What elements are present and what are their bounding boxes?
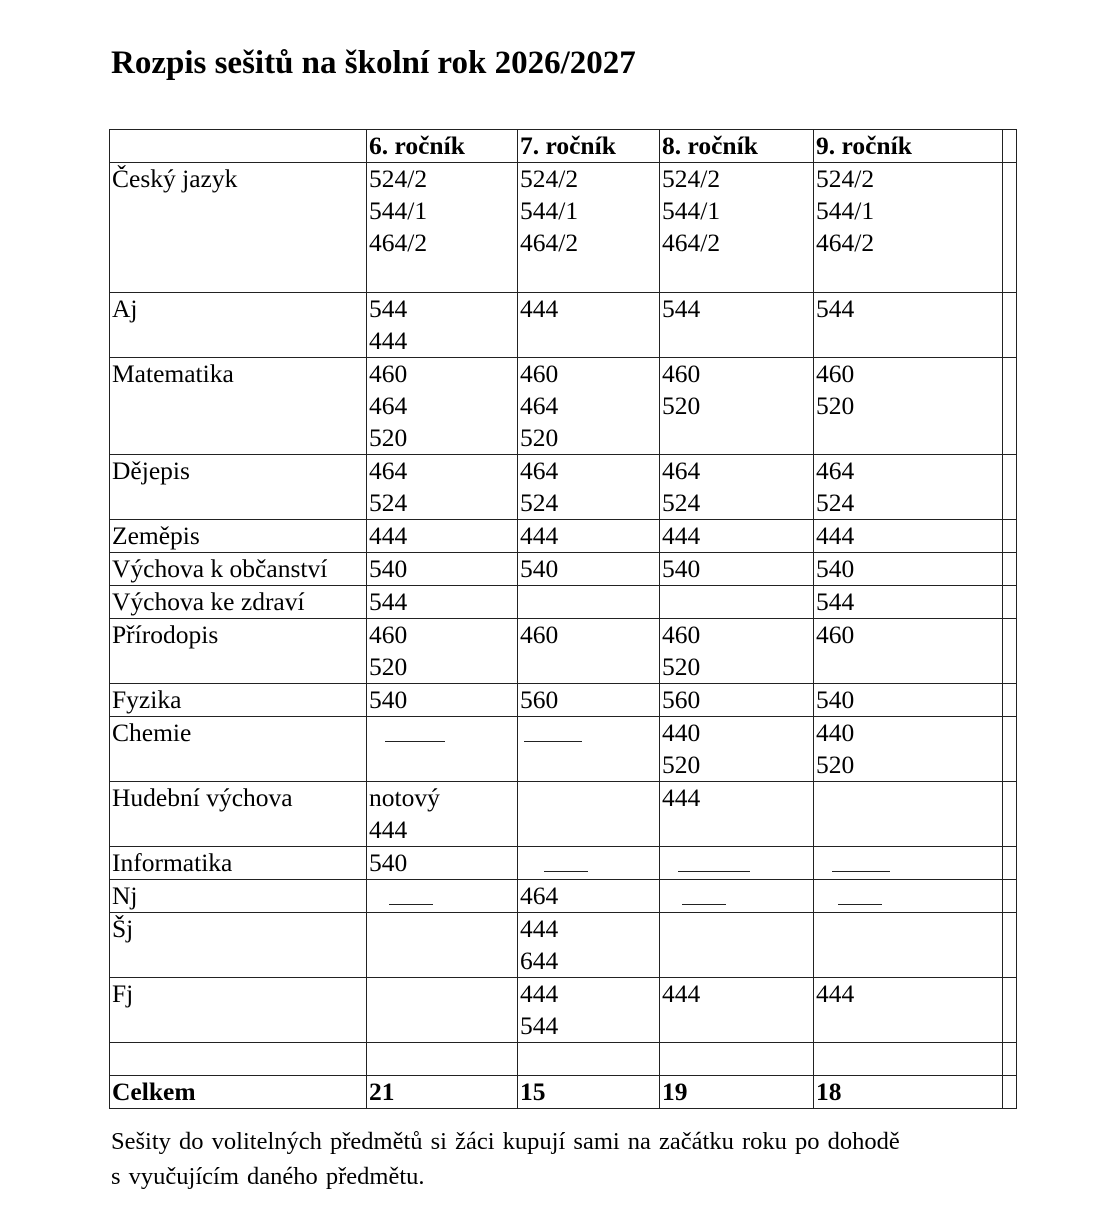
notebook-table — [109, 129, 1017, 1109]
table-row — [110, 586, 1017, 619]
subject-cell: Informatika — [110, 847, 367, 880]
notebook-cell — [367, 978, 518, 1043]
notebook-code: 440 — [816, 718, 855, 747]
notebook-cell — [814, 913, 1003, 978]
notebook-code: 460 — [369, 620, 408, 649]
notebook-cell — [518, 586, 660, 619]
notebook-code: 464 — [520, 391, 559, 420]
notebook-cell — [660, 520, 814, 553]
notebook-code: 520 — [662, 750, 701, 779]
spare-column-cell — [1003, 163, 1017, 293]
notebook-code: 540 — [369, 554, 408, 583]
total-value: 15 — [518, 1076, 660, 1109]
spare-column-cell — [1003, 782, 1017, 847]
subject-cell: Fj — [110, 978, 367, 1043]
cell-line — [662, 880, 813, 912]
notebook-cell — [518, 684, 660, 717]
footnote-line-2: s vyučujícím daného předmětu. — [111, 1163, 425, 1190]
spare-column-cell — [1003, 684, 1017, 717]
total-row — [110, 1076, 1017, 1109]
cell-line — [520, 717, 659, 749]
notebook-cell — [814, 847, 1003, 880]
subject-cell: Výchova k občanství — [110, 553, 367, 586]
notebook-cell — [660, 913, 814, 978]
notebook-cell — [660, 978, 814, 1043]
notebook-code: 540 — [662, 554, 701, 583]
spare-column-cell — [1003, 293, 1017, 358]
table-row — [110, 358, 1017, 455]
table-row — [110, 163, 1017, 293]
subject-cell: Šj — [110, 913, 367, 978]
notebook-code: 464 — [520, 881, 559, 910]
notebook-code: 544 — [520, 1011, 559, 1040]
cell-line — [369, 880, 517, 912]
notebook-cell — [660, 782, 814, 847]
notebook-cell — [518, 880, 660, 913]
notebook-code: 520 — [369, 423, 408, 452]
notebook-cell — [367, 913, 518, 978]
notebook-code: 544/1 — [816, 196, 875, 225]
empty-dash — [682, 889, 726, 913]
empty-dash — [385, 726, 445, 758]
notebook-cell — [518, 163, 660, 293]
spare-column-cell — [1003, 1076, 1017, 1109]
notebook-cell — [814, 717, 1003, 782]
table-row — [110, 978, 1017, 1043]
notebook-code: 524 — [662, 488, 701, 517]
table-row — [110, 880, 1017, 913]
table-row — [110, 293, 1017, 358]
notebook-code: 444 — [816, 521, 855, 550]
notebook-code: 464/2 — [520, 228, 579, 257]
notebook-cell — [814, 978, 1003, 1043]
notebook-code: 460 — [369, 359, 408, 388]
subject-cell: Chemie — [110, 717, 367, 782]
notebook-cell — [814, 163, 1003, 293]
notebook-cell — [660, 619, 814, 684]
header-corner-cell — [110, 130, 367, 163]
table-row — [110, 684, 1017, 717]
notebook-cell — [660, 455, 814, 520]
notebook-cell — [367, 619, 518, 684]
notebook-code: 520 — [662, 391, 701, 420]
table-row — [110, 717, 1017, 782]
cell-line — [816, 880, 1002, 912]
notebook-code: 544 — [369, 587, 408, 616]
spare-column-cell — [1003, 717, 1017, 782]
notebook-code: 544 — [369, 294, 408, 323]
table-row — [110, 619, 1017, 684]
notebook-code: 520 — [816, 750, 855, 779]
empty-dash — [544, 856, 588, 880]
notebook-code: 464 — [520, 456, 559, 485]
notebook-cell — [367, 782, 518, 847]
notebook-cell — [660, 553, 814, 586]
notebook-cell — [660, 717, 814, 782]
notebook-code: 544/1 — [662, 196, 721, 225]
notebook-cell — [814, 619, 1003, 684]
header-row — [110, 130, 1017, 163]
notebook-cell — [518, 913, 660, 978]
notebook-code: 464 — [369, 456, 408, 485]
notebook-cell — [518, 782, 660, 847]
total-label: Celkem — [110, 1076, 367, 1109]
notebook-code: 444 — [662, 979, 701, 1008]
notebook-cell — [660, 586, 814, 619]
notebook-code: 540 — [520, 554, 559, 583]
notebook-cell — [660, 1043, 814, 1076]
notebook-cell — [814, 553, 1003, 586]
notebook-cell — [367, 520, 518, 553]
subject-cell: Hudební výchova — [110, 782, 367, 847]
spare-column-cell — [1003, 913, 1017, 978]
cell-line — [662, 847, 813, 879]
notebook-code: 444 — [520, 979, 559, 1008]
notebook-cell — [367, 586, 518, 619]
subject-cell: Český jazyk — [110, 163, 367, 293]
notebook-code: 444 — [369, 521, 408, 550]
spare-column-cell — [1003, 553, 1017, 586]
spare-column-cell — [1003, 586, 1017, 619]
notebook-code: 464/2 — [816, 228, 875, 257]
notebook-code: 444 — [369, 815, 408, 844]
notebook-code: 524 — [520, 488, 559, 517]
notebook-code: 560 — [520, 685, 559, 714]
notebook-code: 444 — [662, 783, 701, 812]
column-header: 8. ročník — [660, 130, 814, 163]
notebook-cell — [814, 455, 1003, 520]
subject-cell: Výchova ke zdraví — [110, 586, 367, 619]
notebook-code: 544 — [662, 294, 701, 323]
table-row — [110, 782, 1017, 847]
subject-cell: Fyzika — [110, 684, 367, 717]
empty-dash — [389, 889, 433, 913]
notebook-code: 524/2 — [662, 164, 721, 193]
subject-cell — [110, 1043, 367, 1076]
notebook-cell — [518, 978, 660, 1043]
table-row — [110, 553, 1017, 586]
spare-column-cell — [1003, 455, 1017, 520]
subject-cell: Přírodopis — [110, 619, 367, 684]
notebook-code: 444 — [369, 326, 408, 355]
column-header: 9. ročník — [814, 130, 1003, 163]
notebook-code: 464/2 — [369, 228, 428, 257]
table-row — [110, 847, 1017, 880]
notebook-cell — [367, 455, 518, 520]
notebook-cell — [367, 1043, 518, 1076]
notebook-code: 540 — [369, 848, 408, 877]
notebook-code: 464 — [816, 456, 855, 485]
column-header: 7. ročník — [518, 130, 660, 163]
notebook-code: 524/2 — [816, 164, 875, 193]
table-row — [110, 913, 1017, 978]
notebook-code: 444 — [662, 521, 701, 550]
notebook-code: 444 — [520, 294, 559, 323]
notebook-code: 460 — [520, 620, 559, 649]
cell-line — [520, 847, 659, 879]
notebook-cell — [660, 358, 814, 455]
notebook-code: 540 — [816, 685, 855, 714]
notebook-code: 520 — [520, 423, 559, 452]
empty-dash — [524, 726, 582, 758]
notebook-cell — [367, 684, 518, 717]
spare-column-cell — [1003, 978, 1017, 1043]
notebook-code: 524 — [816, 488, 855, 517]
notebook-code: 444 — [520, 914, 559, 943]
spare-column-cell — [1003, 520, 1017, 553]
total-value: 18 — [814, 1076, 1003, 1109]
notebook-cell — [814, 1043, 1003, 1076]
notebook-code: 460 — [816, 359, 855, 388]
notebook-code: 560 — [662, 685, 701, 714]
notebook-code: 524/2 — [369, 164, 428, 193]
subject-cell: Matematika — [110, 358, 367, 455]
subject-cell: Zeměpis — [110, 520, 367, 553]
notebook-cell — [518, 619, 660, 684]
notebook-code: 460 — [662, 359, 701, 388]
page-title: Rozpis sešitů na školní rok 2026/2027 — [111, 45, 636, 81]
notebook-cell — [518, 553, 660, 586]
notebook-cell — [367, 717, 518, 782]
notebook-code: 540 — [369, 685, 408, 714]
notebook-cell — [814, 782, 1003, 847]
subject-cell: Nj — [110, 880, 367, 913]
notebook-code: 460 — [662, 620, 701, 649]
notebook-cell — [518, 358, 660, 455]
notebook-code: 440 — [662, 718, 701, 747]
notebook-cell — [660, 293, 814, 358]
notebook-cell — [367, 293, 518, 358]
notebook-cell — [367, 358, 518, 455]
notebook-code: notový — [369, 783, 440, 812]
spare-column-cell — [1003, 130, 1017, 163]
notebook-code: 644 — [520, 946, 559, 975]
total-value: 19 — [660, 1076, 814, 1109]
notebook-code: 544 — [816, 587, 855, 616]
notebook-code: 460 — [816, 620, 855, 649]
footnote — [111, 1124, 1011, 1194]
empty-dash — [838, 889, 882, 913]
notebook-code: 540 — [816, 554, 855, 583]
notebook-code: 544/1 — [520, 196, 579, 225]
table-row — [110, 520, 1017, 553]
notebook-code: 520 — [662, 652, 701, 681]
notebook-code: 464/2 — [662, 228, 721, 257]
subject-cell: Dějepis — [110, 455, 367, 520]
spare-column-cell — [1003, 1043, 1017, 1076]
notebook-cell — [518, 717, 660, 782]
notebook-cell — [367, 163, 518, 293]
table-row — [110, 1043, 1017, 1076]
notebook-cell — [814, 880, 1003, 913]
notebook-cell — [814, 520, 1003, 553]
cell-line — [816, 847, 1002, 879]
notebook-cell — [518, 1043, 660, 1076]
notebook-cell — [518, 455, 660, 520]
notebook-code: 444 — [520, 521, 559, 550]
notebook-cell — [660, 163, 814, 293]
spare-column-cell — [1003, 880, 1017, 913]
notebook-code: 464 — [662, 456, 701, 485]
table-row — [110, 455, 1017, 520]
notebook-code: 544/1 — [369, 196, 428, 225]
column-header: 6. ročník — [367, 130, 518, 163]
notebook-cell — [814, 358, 1003, 455]
notebook-code: 460 — [520, 359, 559, 388]
cell-line — [369, 717, 517, 749]
notebook-cell — [367, 847, 518, 880]
notebook-cell — [660, 880, 814, 913]
notebook-code: 520 — [816, 391, 855, 420]
notebook-cell — [814, 684, 1003, 717]
empty-dash — [678, 856, 750, 880]
notebook-cell — [814, 586, 1003, 619]
spare-column-cell — [1003, 847, 1017, 880]
notebook-cell — [660, 847, 814, 880]
notebook-cell — [518, 293, 660, 358]
notebook-code: 544 — [816, 294, 855, 323]
notebook-code: 520 — [369, 652, 408, 681]
notebook-code: 524/2 — [520, 164, 579, 193]
notebook-cell — [367, 553, 518, 586]
notebook-cell — [518, 847, 660, 880]
total-value: 21 — [367, 1076, 518, 1109]
spare-column-cell — [1003, 358, 1017, 455]
notebook-code: 464 — [369, 391, 408, 420]
notebook-cell — [814, 293, 1003, 358]
notebook-cell — [367, 880, 518, 913]
notebook-code: 444 — [816, 979, 855, 1008]
spare-column-cell — [1003, 619, 1017, 684]
notebook-cell — [660, 684, 814, 717]
notebook-cell — [518, 520, 660, 553]
footnote-line-1: Sešity do volitelných předmětů si žáci kupují sami na začátku roku po dohodě — [111, 1128, 900, 1155]
empty-dash — [832, 856, 890, 880]
notebook-code: 524 — [369, 488, 408, 517]
subject-cell: Aj — [110, 293, 367, 358]
